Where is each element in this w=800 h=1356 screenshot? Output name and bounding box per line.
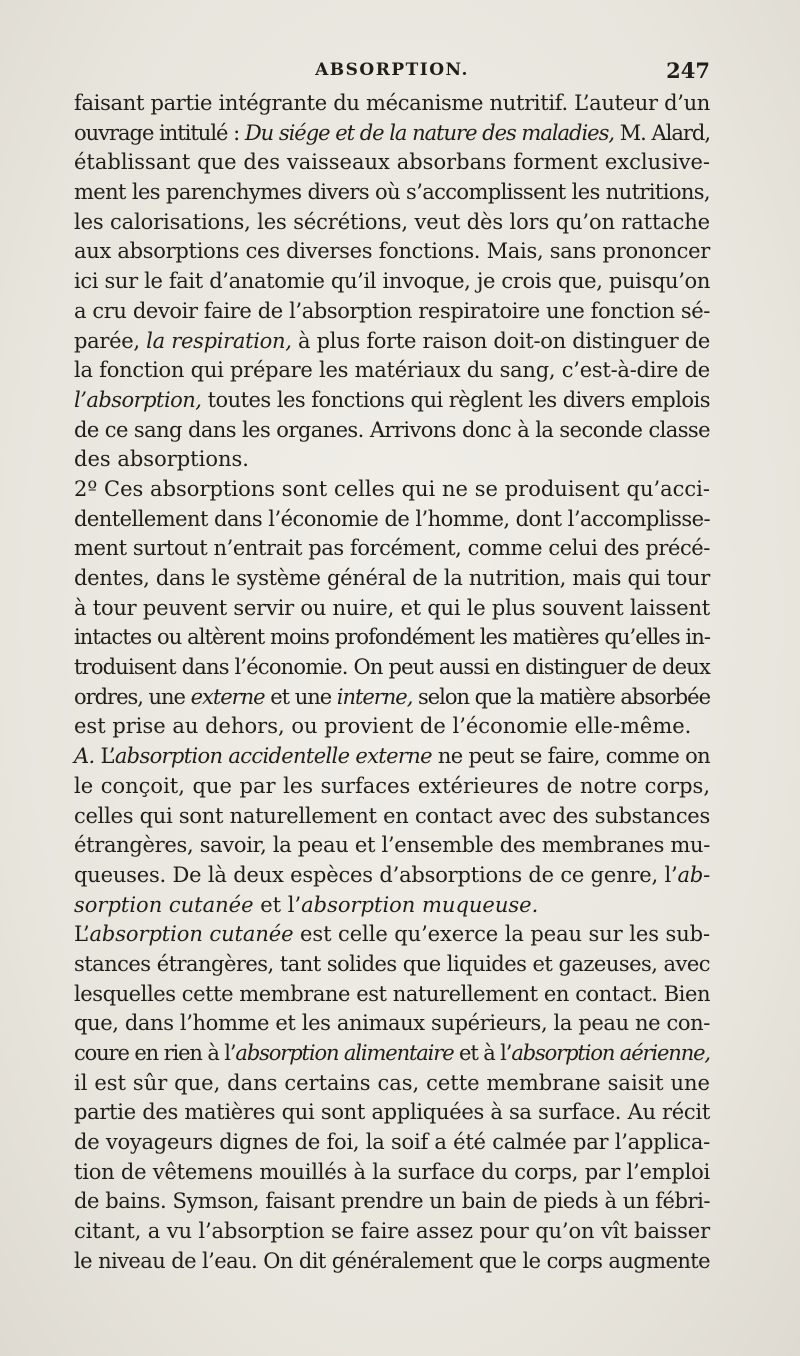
text-run: tion de vêtemens mouillés à la surface du corps, par l’emploi bbox=[74, 1159, 711, 1184]
text-line bbox=[74, 1069, 710, 1099]
text-line bbox=[74, 1009, 710, 1039]
text-run: il est sûr que, dans certains cas, cette membrane saisit une bbox=[74, 1070, 710, 1095]
text-line bbox=[74, 712, 710, 742]
italic-text: l’absorption, bbox=[74, 387, 202, 412]
text-line bbox=[74, 1158, 710, 1188]
text-line bbox=[74, 594, 710, 624]
running-head: ABSORPTION. bbox=[315, 60, 469, 80]
text-run: ouvrage intitulé : bbox=[74, 120, 245, 145]
text-run: de ce sang dans les organes. Arrivons donc à la seconde classe bbox=[74, 417, 710, 442]
text-line bbox=[74, 950, 710, 980]
page-header bbox=[74, 58, 710, 88]
text-line bbox=[74, 327, 710, 357]
text-run: à plus forte raison doit-on distinguer de bbox=[291, 328, 711, 353]
text-run: de voyageurs dignes de foi, la soif a été calmée par l’applica- bbox=[74, 1130, 711, 1155]
text-line bbox=[74, 802, 710, 832]
text-run: et l’ bbox=[253, 892, 302, 917]
text-run: établissant que des vaisseaux absorbans forment exclusive- bbox=[74, 150, 710, 175]
text-line bbox=[74, 356, 710, 386]
text-line bbox=[74, 891, 710, 921]
text-run: celles qui sont naturellement en contact avec des substances bbox=[74, 803, 710, 828]
text-run: et à l’ bbox=[453, 1041, 512, 1065]
text-line bbox=[74, 237, 710, 267]
text-run: stances étrangères, tant solides que liquides et gazeuses, avec bbox=[74, 951, 711, 976]
text-run: des absorptions. bbox=[74, 447, 249, 472]
text-line bbox=[74, 861, 710, 891]
italic-text: absorption muqueuse. bbox=[301, 892, 539, 917]
italic-text: absorption alimentaire bbox=[235, 1041, 454, 1065]
italic-text: absorption accidentelle externe bbox=[114, 744, 432, 769]
text-line bbox=[74, 505, 710, 535]
text-line bbox=[74, 742, 710, 772]
text-run: L’ bbox=[74, 922, 90, 947]
italic-text: absorption aérienne, bbox=[511, 1041, 710, 1065]
text-run: 2º Ces absorptions sont celles qui ne se produisent qu’acci- bbox=[74, 476, 710, 501]
text-line bbox=[74, 89, 710, 119]
text-run: est celle qu’exerce la peau sur les sub- bbox=[293, 922, 711, 947]
italic-text: Du siége et de la nature des maladies, bbox=[244, 120, 615, 145]
text-line bbox=[74, 683, 710, 713]
text-line bbox=[74, 386, 710, 416]
body-text bbox=[74, 89, 710, 1277]
text-run: étrangères, savoir, la peau et l’ensemble des membranes mu- bbox=[74, 833, 711, 858]
text-run: et une bbox=[264, 684, 337, 709]
text-line bbox=[74, 980, 710, 1010]
text-run: M. Alard, bbox=[614, 120, 710, 145]
text-run: partie des matières qui sont appliquées à sa surface. Au récit bbox=[74, 1100, 710, 1125]
text-line bbox=[74, 623, 710, 653]
italic-text: ab- bbox=[677, 862, 710, 887]
text-line bbox=[74, 1187, 710, 1217]
text-line bbox=[74, 445, 710, 475]
text-run: faisant partie intégrante du mécanisme nutritif. L’auteur d’un bbox=[74, 91, 711, 115]
text-run: que, dans l’homme et les animaux supérieurs, la peau ne con- bbox=[74, 1011, 711, 1036]
italic-text: A. bbox=[74, 744, 95, 769]
text-run: selon que la matière absorbée bbox=[412, 684, 710, 709]
text-line bbox=[74, 1247, 710, 1277]
text-run: intactes ou altèrent moins profondément les matières qu’elles in- bbox=[74, 625, 711, 650]
text-line bbox=[74, 564, 710, 594]
text-run: dentes, dans le système général de la nutrition, mais qui tour bbox=[74, 566, 710, 590]
text-line bbox=[74, 297, 710, 327]
text-line bbox=[74, 653, 710, 683]
text-line bbox=[74, 920, 710, 950]
text-run: le conçoit, que par les surfaces extérieures de notre corps, bbox=[74, 773, 710, 798]
text-run: ne peut se faire, comme on bbox=[431, 744, 710, 769]
text-run: de bains. Symson, faisant prendre un bain de pieds à un fébri- bbox=[74, 1189, 711, 1214]
text-line bbox=[74, 208, 710, 238]
italic-text: externe bbox=[190, 684, 265, 709]
text-run: parée, bbox=[74, 328, 147, 353]
text-run: ment surtout n’entrait pas forcément, comme celui des précé- bbox=[74, 536, 710, 561]
text-line bbox=[74, 267, 710, 297]
text-line bbox=[74, 1098, 710, 1128]
text-run: à tour peuvent servir ou nuire, et qui le plus souvent laissent bbox=[74, 595, 711, 620]
text-run: coure en rien à l’ bbox=[74, 1041, 236, 1065]
text-line bbox=[74, 475, 710, 505]
text-run: ment les parenchymes divers où s’accomplissent les nutritions, bbox=[74, 180, 710, 205]
italic-text: sorption cutanée bbox=[74, 892, 254, 917]
text-run: dentellement dans l’économie de l’homme, dont l’accomplisse- bbox=[74, 506, 711, 531]
text-line bbox=[74, 416, 710, 446]
text-run: aux absorptions ces diverses fonctions. Mais, sans prononcer bbox=[74, 239, 710, 264]
text-line bbox=[74, 1128, 710, 1158]
text-run: est prise au dehors, ou provient de l’économie elle-même. bbox=[74, 714, 692, 739]
text-run: L’ bbox=[94, 744, 115, 769]
text-run: la fonction qui prépare les matériaux du sang, c’est-à-dire de bbox=[74, 358, 710, 383]
text-run: a cru devoir faire de l’absorption respiratoire une fonction sé- bbox=[74, 298, 710, 323]
text-run: queuses. De là deux espèces d’absorptions de ce genre, l’ bbox=[74, 862, 678, 887]
text-run: citant, a vu l’absorption se faire assez pour qu’on vît baisser bbox=[74, 1219, 710, 1244]
text-line bbox=[74, 1217, 710, 1247]
text-run: le niveau de l’eau. On dit généralement que le corps augmente bbox=[74, 1248, 710, 1273]
text-line bbox=[74, 772, 710, 802]
italic-text: absorption cutanée bbox=[89, 922, 294, 947]
text-run: ordres, une bbox=[74, 684, 191, 709]
text-run: troduisent dans l’économie. On peut aussi en distinguer de deux bbox=[74, 655, 710, 680]
text-run: les calorisations, les sécrétions, veut dès lors qu’on rattache bbox=[74, 209, 710, 234]
text-run: ici sur le fait d’anatomie qu’il invoque, je crois que, puisqu’on bbox=[74, 269, 710, 294]
text-run: lesquelles cette membrane est naturellement en contact. Bien bbox=[74, 981, 711, 1006]
text-line bbox=[74, 119, 710, 149]
italic-text: interne, bbox=[336, 684, 413, 709]
text-line bbox=[74, 1039, 710, 1069]
page-number: 247 bbox=[666, 58, 710, 83]
text-line bbox=[74, 831, 710, 861]
text-line bbox=[74, 148, 710, 178]
text-line bbox=[74, 534, 710, 564]
italic-text: la respiration, bbox=[146, 328, 292, 353]
text-line bbox=[74, 178, 710, 208]
text-run: toutes les fonctions qui règlent les divers emplois bbox=[201, 387, 710, 412]
